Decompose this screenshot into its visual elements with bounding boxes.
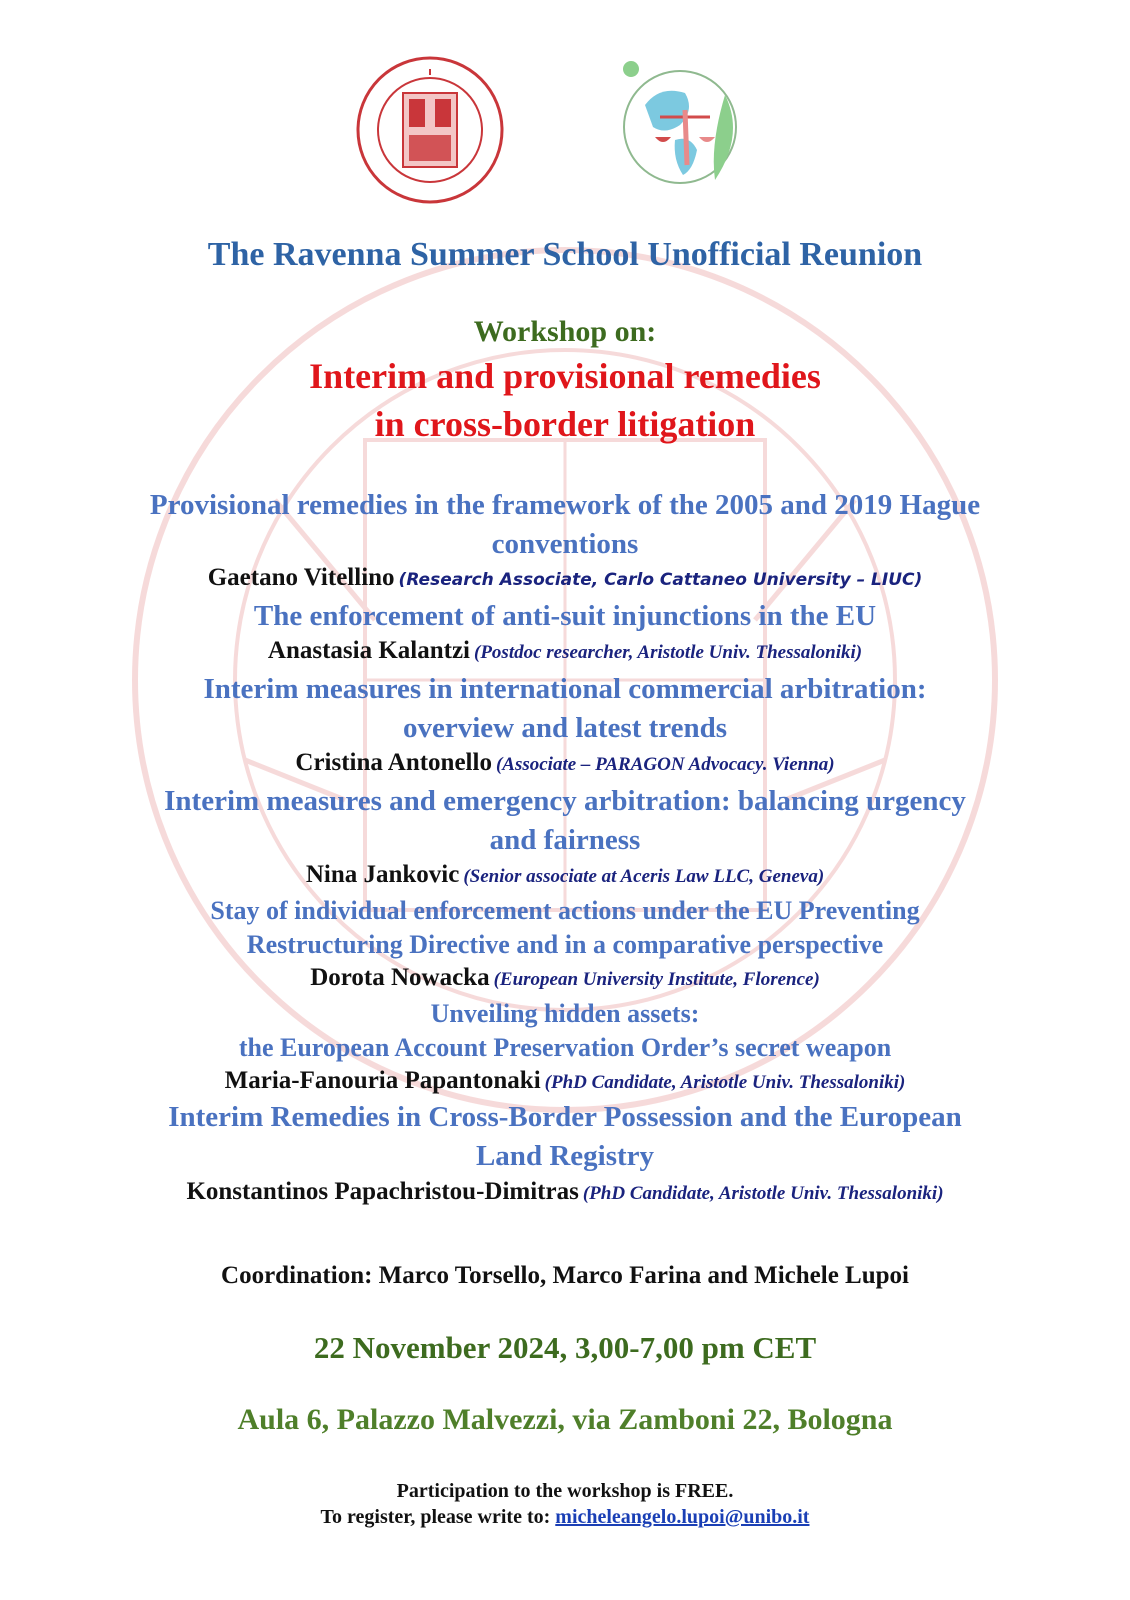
talk-title: The enforcement of anti-suit injunctions in the EU bbox=[253, 600, 877, 632]
speaker-affiliation: (PhD Candidate, Aristotle Univ. Thessaloniki) bbox=[582, 1183, 944, 1204]
speaker-name: Anastasia Kalantzi bbox=[267, 637, 470, 664]
speaker-line bbox=[0, 1178, 1130, 1206]
event-venue: Aula 6, Palazzo Malvezzi, via Zamboni 22, Bologna bbox=[237, 1403, 893, 1436]
workshop-label: Workshop on: bbox=[473, 315, 657, 348]
talk-title: Land Registry bbox=[475, 1140, 655, 1172]
speaker-name: Maria-Fanouria Papantonaki bbox=[224, 1067, 541, 1094]
speaker-line bbox=[0, 637, 1130, 665]
subject-line-1: Interim and provisional remedies bbox=[309, 356, 821, 396]
speaker-name: Cristina Antonello bbox=[295, 749, 492, 776]
subject-line-2: in cross-border litigation bbox=[374, 404, 756, 444]
register-line bbox=[0, 1506, 1130, 1529]
talk-title: Restructuring Directive and in a comparative perspective bbox=[246, 930, 884, 959]
event-date: 22 November 2024, 3,00-7,00 pm CET bbox=[313, 1330, 817, 1365]
coordination: Coordination: Marco Torsello, Marco Farina and Michele Lupoi bbox=[221, 1262, 909, 1289]
talk-title: Interim measures and emergency arbitration: balancing urgency bbox=[164, 785, 966, 817]
talk-title: and fairness bbox=[489, 824, 641, 856]
talk-title: Interim measures in international commercial arbitration: bbox=[203, 673, 927, 705]
speaker-name: Gaetano Vitellino bbox=[207, 564, 395, 591]
ravenna-summer-school-logo bbox=[615, 55, 750, 195]
speaker-line bbox=[0, 861, 1130, 889]
free-note: Participation to the workshop is FREE. bbox=[396, 1480, 734, 1502]
speaker-affiliation: (Postdoc researcher, Aristotle Univ. Thessaloniki) bbox=[474, 642, 863, 663]
speaker-affiliation: (European University Institute, Florence) bbox=[493, 969, 820, 990]
logos bbox=[0, 55, 1130, 215]
talk-title: Unveiling hidden assets: bbox=[430, 999, 700, 1028]
talk-title: Provisional remedies in the framework of the 2005 and 2019 Hague bbox=[149, 489, 981, 521]
email-link[interactable]: micheleangelo.lupoi@unibo.it bbox=[555, 1506, 810, 1528]
speaker-name: Konstantinos Papachristou-Dimitras bbox=[186, 1178, 579, 1205]
speaker-line bbox=[0, 564, 1130, 592]
speaker-line bbox=[0, 1067, 1130, 1095]
speaker-name: Nina Jankovic bbox=[305, 861, 460, 888]
speaker-affiliation: (PhD Candidate, Aristotle Univ. Thessaloniki) bbox=[544, 1072, 906, 1093]
speaker-line bbox=[0, 964, 1130, 992]
speaker-line bbox=[0, 749, 1130, 777]
talk-title: conventions bbox=[491, 528, 639, 560]
talk-title: the European Account Preservation Order’s secret weapon bbox=[238, 1033, 892, 1062]
talk-title: Interim Remedies in Cross-Border Possession and the European bbox=[168, 1101, 962, 1133]
speaker-affiliation: (Research Associate, Carlo Cattaneo University – LIUC) bbox=[398, 570, 923, 590]
talk-title: Stay of individual enforcement actions under the EU Preventing bbox=[210, 896, 920, 925]
register-text: To register, please write to: bbox=[320, 1506, 551, 1528]
speaker-affiliation: (Associate – PARAGON Advocacy. Vienna) bbox=[495, 754, 835, 775]
speaker-affiliation: (Senior associate at Aceris Law LLC, Geneva) bbox=[463, 866, 825, 887]
speaker-name: Dorota Nowacka bbox=[310, 964, 490, 991]
talk-title: overview and latest trends bbox=[402, 712, 728, 744]
event-title: The Ravenna Summer School Unofficial Reunion bbox=[207, 236, 923, 273]
unibo-seal-logo bbox=[355, 55, 505, 205]
